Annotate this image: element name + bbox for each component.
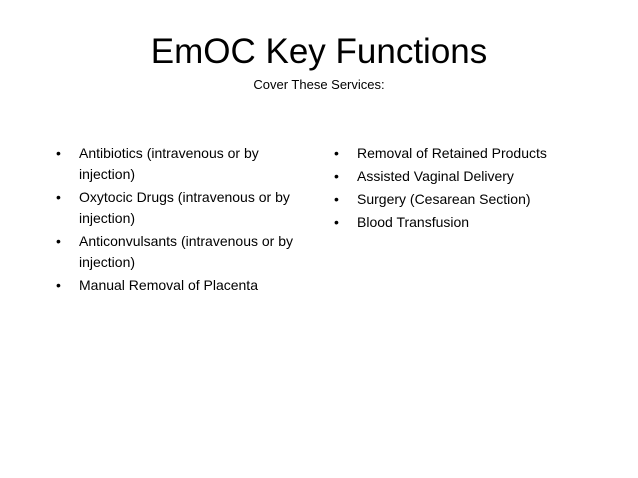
list-item [56,143,318,185]
left-bullet-list [56,143,318,298]
bullet-icon: • [56,189,61,205]
list-item-text: Oxytocic Drugs (intravenous or by injection) [79,189,290,226]
list-item-text: Anticonvulsants (intravenous or by injection) [79,233,293,270]
bullet-icon: • [334,214,339,230]
list-item [334,166,604,187]
list-item-text: Manual Removal of Placenta [79,277,258,293]
bullet-icon: • [56,145,61,161]
list-item [56,231,318,273]
list-item [334,212,604,233]
list-item-text: Antibiotics (intravenous or by injection) [79,145,259,182]
bullet-icon: • [334,145,339,161]
list-item-text: Removal of Retained Products [357,145,547,161]
slide-subtitle: Cover These Services: [253,77,385,92]
list-item [334,189,604,210]
list-item-text: Surgery (Cesarean Section) [357,191,531,207]
list-item-text: Blood Transfusion [357,214,470,230]
bullet-icon: • [334,168,339,184]
list-item [56,187,318,229]
bullet-icon: • [56,233,61,249]
list-item [334,143,604,164]
list-item [56,275,318,296]
list-item-text: Assisted Vaginal Delivery [357,168,514,184]
bullet-icon: • [56,277,61,293]
right-bullet-list [334,143,604,235]
slide-title: EmOC Key Functions [150,32,488,71]
bullet-icon: • [334,191,339,207]
